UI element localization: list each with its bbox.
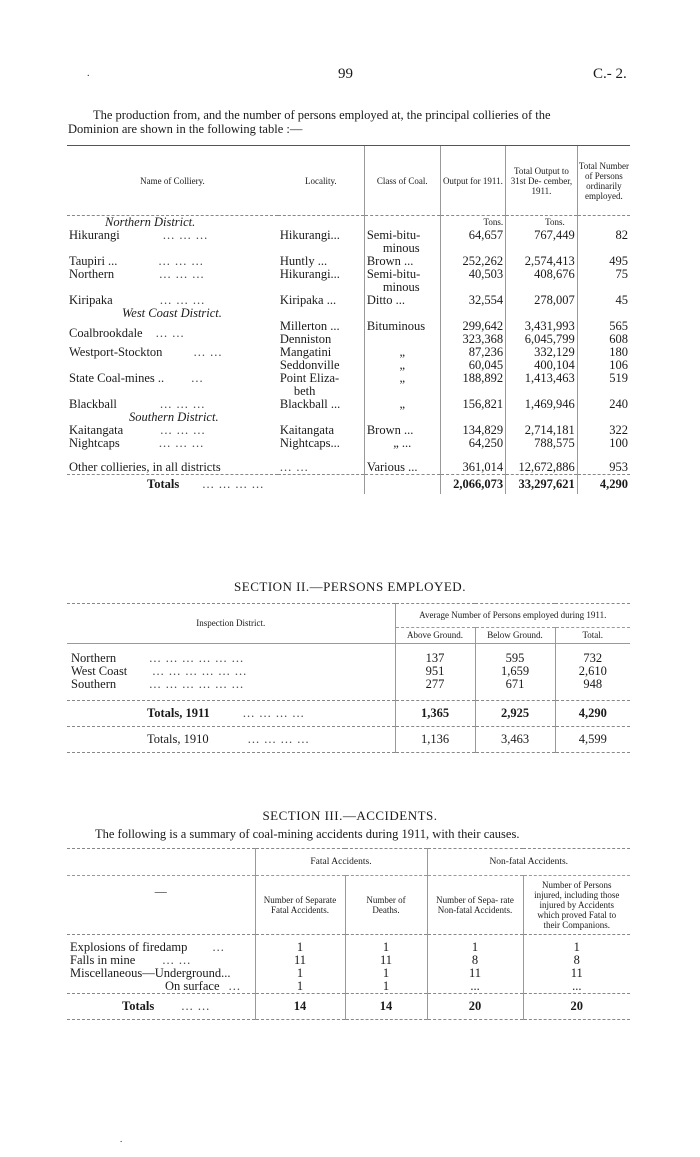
document-code: C.- 2.: [593, 66, 627, 82]
intro-paragraph: [68, 108, 638, 136]
table-row: Westport-Stockton ... ... Mangatini „ 87,236 332,129 180: [69, 345, 628, 359]
table-row: Explosions of firedamp ... 1 1 1 1: [67, 941, 630, 954]
table-row: Nightcaps ... ... ... Nightcaps... „ ... 64,250 788,575 100: [69, 436, 628, 450]
header-output: Output for 1911.: [440, 146, 505, 216]
page-number: 99: [338, 66, 353, 82]
district-northern: Northern District.: [105, 215, 196, 229]
header-below-ground: Below Ground.: [475, 628, 555, 644]
table-row: West Coast ... ... ... ... ... ... 951 1,659 2,610: [67, 665, 630, 678]
table-row: Northern ... ... ... ... ... ... 137 595 732: [67, 652, 630, 665]
district-west-coast: West Coast District.: [122, 306, 222, 320]
table-row: Coalbrookdale ... ... Millerton ... Denniston Bituminous 299,642 323,368 3,431,993 6,045,799 565 608: [69, 319, 628, 346]
persons-employed-table: [67, 603, 630, 753]
table-row: Northern ... ... ... Hikurangi... Semi-bitu- minous 40,503 408,676 75: [69, 267, 628, 294]
header-fatal-accidents: Fatal Accidents.: [255, 849, 427, 876]
totals-row: Totals ... ... ... ... 2,066,073 33,297,621 4,290: [67, 474, 630, 494]
intro-line-1: The production from, and the number of persons employed at, the principal collieries of the: [93, 108, 551, 122]
page-mark: .: [87, 68, 90, 79]
footer-mark: .: [120, 1134, 123, 1144]
header-dash: —: [154, 884, 167, 898]
header-persons: Total Number of Persons ordinarily employed.: [577, 146, 630, 216]
table-row: Hikurangi ... ... ... Hikurangi... Semi-bitu- minous 64,657 767,449 82: [69, 228, 628, 255]
header-colliery-name: Name of Colliery.: [67, 146, 278, 216]
table-row: On surface ... 1 1 ... ...: [67, 980, 630, 994]
header-above-ground: Above Ground.: [395, 628, 475, 644]
table-row: Falls in mine ... ... 11 11 8 8: [67, 954, 630, 967]
header-separate-fatal: Number of Separate Fatal Accidents.: [255, 876, 345, 935]
header-deaths: Number of Deaths.: [345, 876, 427, 935]
totals-1911-row: Totals, 1911 ... ... ... ... 1,365 2,925 4,290: [67, 701, 630, 727]
table-row: Taupiri ... ... ... ... Huntly ... Brown ... 252,262 2,574,413 495: [69, 254, 628, 268]
table-row: Southern ... ... ... ... ... ... 277 671 948: [67, 678, 630, 691]
table-row: Miscellaneous—Underground... 1 1 11 11: [67, 967, 630, 980]
table-row: State Coal-mines .. ... Seddonville Point Eliza- beth „ „ 60,045 188,892 400,104 1,413,463 106 519: [69, 358, 628, 398]
unit-tons: Tons.: [506, 216, 578, 230]
accidents-table: [67, 848, 630, 1020]
header-class: Class of Coal.: [364, 146, 440, 216]
unit-tons: Tons.: [440, 216, 505, 230]
header-separate-nonfatal: Number of Sepa- rate Non-fatal Accidents.: [427, 876, 523, 935]
header-persons-injured: Number of Persons injured, including those injured by Accidents which proved Fatal to their Companions.: [523, 876, 630, 935]
section3-summary: The following is a summary of coal-mining accidents during 1911, with their causes.: [95, 827, 520, 841]
table-row: Blackball ... ... ... Blackball ... „ 156,821 1,469,946 240: [69, 397, 628, 411]
table-row: Kiripaka ... ... ... Kiripaka ... Ditto ... 32,554 278,007 45: [69, 293, 628, 307]
header-nonfatal-accidents: Non-fatal Accidents.: [427, 849, 630, 876]
header-total: Total.: [555, 628, 630, 644]
totals-row: Totals ... ... 14 14 20 20: [67, 993, 630, 1019]
table-row: Kaitangata ... ... ... Kaitangata Brown ... 134,829 2,714,181 322: [69, 423, 628, 437]
header-locality: Locality.: [278, 146, 364, 216]
collieries-table: [67, 145, 630, 494]
header-inspection-district: Inspection District.: [67, 604, 395, 644]
table-row: Other collieries, in all districts ... ... Various ... 361,014 12,672,886 953: [67, 450, 630, 474]
intro-line-2: Dominion are shown in the following table :—: [68, 122, 303, 136]
section2-title: SECTION II.—PERSONS EMPLOYED.: [234, 579, 466, 594]
totals-1910-row: Totals, 1910 ... ... ... ... 1,136 3,463 4,599: [67, 727, 630, 753]
district-southern: Southern District.: [129, 410, 219, 424]
header-total-output: Total Output to 31st De- cember, 1911.: [506, 146, 578, 216]
header-average-persons: Average Number of Persons employed during 1911.: [395, 604, 630, 628]
section3-title: SECTION III.—ACCIDENTS.: [262, 808, 438, 823]
